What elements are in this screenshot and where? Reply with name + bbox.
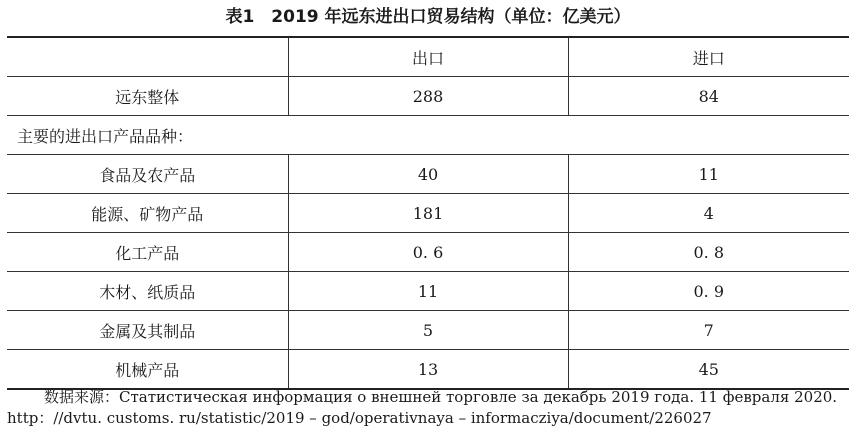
- import-value: 84: [568, 77, 849, 116]
- row-label: 能源、矿物产品: [7, 194, 288, 233]
- export-value: 0. 6: [288, 233, 568, 272]
- table-row: [7, 194, 849, 233]
- table-row-total: [7, 77, 849, 116]
- table-row: [7, 311, 849, 350]
- source-note-line1: 数据来源：Статистическая информация о внешней торговле за декабрь 2019 года. 11 февраля 2020.: [44, 388, 838, 406]
- export-value: 5: [288, 311, 568, 350]
- source-note-url: http：//dvtu. customs. ru/statistic/2019 – god/operativnaya – informacziya/document/226027: [7, 409, 712, 427]
- section-row: [7, 116, 849, 155]
- row-label: 木材、纸质品: [7, 272, 288, 311]
- export-value: 288: [288, 77, 568, 116]
- table-row: [7, 350, 849, 390]
- import-value: 11: [568, 155, 849, 194]
- table-row: [7, 155, 849, 194]
- import-value: 0. 8: [568, 233, 849, 272]
- row-label: 远东整体: [7, 77, 288, 116]
- row-label: 化工产品: [7, 233, 288, 272]
- import-value: 7: [568, 311, 849, 350]
- header-cell-export: 出口: [288, 37, 568, 77]
- row-label: 金属及其制品: [7, 311, 288, 350]
- row-label: 机械产品: [7, 350, 288, 390]
- export-value: 40: [288, 155, 568, 194]
- import-value: 0. 9: [568, 272, 849, 311]
- export-value: 13: [288, 350, 568, 390]
- trade-structure-table: [7, 36, 849, 390]
- export-value: 11: [288, 272, 568, 311]
- table-row: [7, 272, 849, 311]
- table-row: [7, 233, 849, 272]
- import-value: 45: [568, 350, 849, 390]
- header-cell-empty: [7, 37, 288, 77]
- header-cell-import: 进口: [568, 37, 849, 77]
- section-label: 主要的进出口产品品种：: [7, 116, 849, 155]
- row-label: 食品及农产品: [7, 155, 288, 194]
- table-title: 表1 2019 年远东进出口贸易结构（单位：亿美元）: [225, 7, 631, 27]
- table-header-row: [7, 37, 849, 77]
- export-value: 181: [288, 194, 568, 233]
- import-value: 4: [568, 194, 849, 233]
